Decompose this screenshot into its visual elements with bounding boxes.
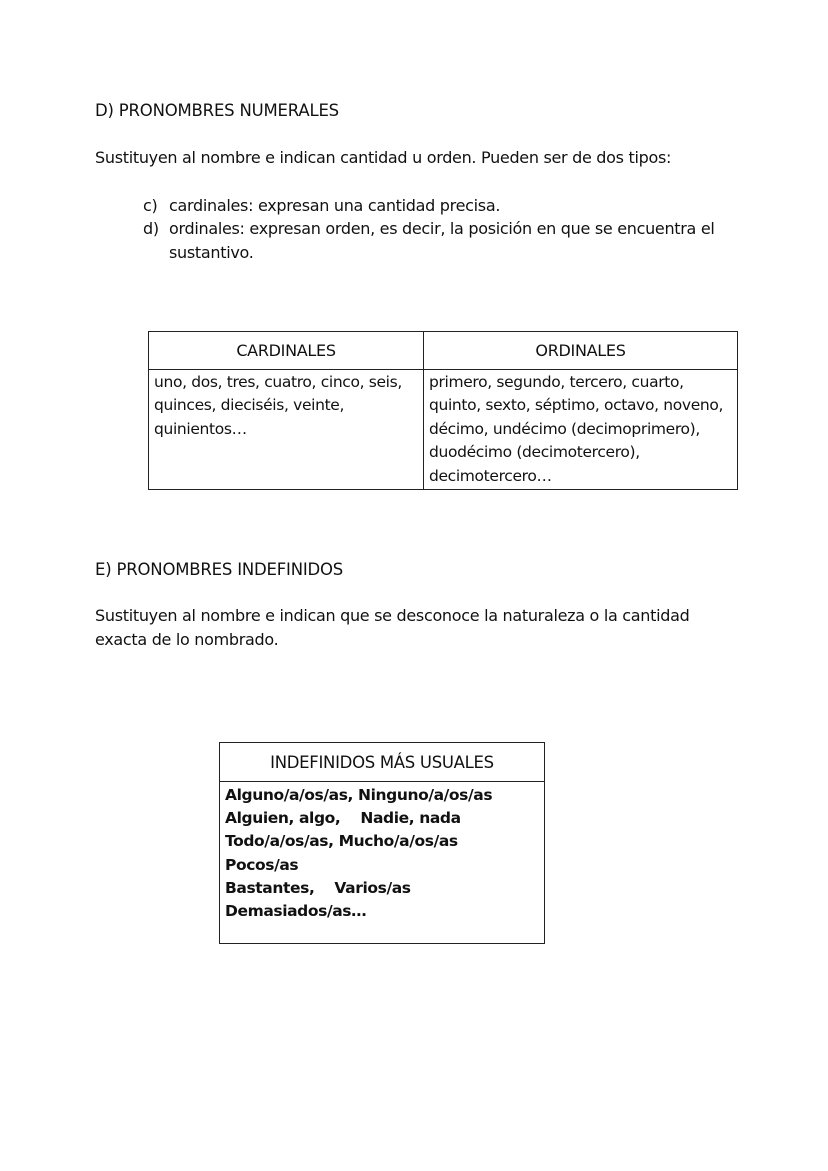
- section-e-heading: E) PRONOMBRES INDEFINIDOS: [95, 560, 344, 579]
- cell-line: Alguno/a/os/as, Ninguno/a/os/as: [225, 786, 493, 804]
- section-e-intro-line-2: exacta de lo nombrado.: [95, 630, 279, 649]
- cell-line: duodécimo (decimotercero),: [429, 443, 640, 462]
- cell-line: Todo/a/os/as, Mucho/a/os/as: [225, 832, 458, 851]
- indefinidos-table: [219, 742, 545, 944]
- indefinidos-cell: [220, 782, 545, 944]
- cell-line: Pocos/as: [225, 855, 299, 874]
- list-marker: d): [143, 219, 159, 238]
- table-row: [220, 782, 545, 944]
- table-header-row: [149, 332, 738, 370]
- list-item-ordinales: [143, 217, 715, 241]
- table-row: [149, 370, 738, 490]
- indefinidos-header: INDEFINIDOS MÁS USUALES: [220, 743, 545, 782]
- section-d-heading: D) PRONOMBRES NUMERALES: [95, 101, 339, 120]
- list-item-text: cardinales: expresan una cantidad precisa.: [169, 196, 501, 215]
- cell-line: uno, dos, tres, cuatro, cinco, seis,: [154, 373, 402, 391]
- list-marker: c): [143, 196, 158, 215]
- cardinales-cell: [149, 370, 424, 490]
- section-d-intro: Sustituyen al nombre e indican cantidad u orden. Pueden ser de dos tipos:: [95, 148, 672, 167]
- cell-line: Demasiados/as…: [225, 902, 367, 921]
- cardinales-header: CARDINALES: [149, 332, 424, 370]
- cell-line: quinientos…: [154, 419, 247, 438]
- list-item-cardinales: [143, 194, 500, 218]
- cell-line: décimo, undécimo (decimoprimero),: [429, 419, 700, 438]
- section-e-intro-line-1: Sustituyen al nombre e indican que se desconoce la naturaleza o la cantidad: [95, 606, 690, 625]
- cell-line: quinto, sexto, séptimo, octavo, noveno,: [429, 396, 724, 415]
- list-item-text: ordinales: expresan orden, es decir, la posición en que se encuentra el: [169, 219, 715, 238]
- cell-line: primero, segundo, tercero, cuarto,: [429, 373, 684, 391]
- ordinales-cell: [424, 370, 738, 490]
- cell-line: Bastantes, Varios/as: [225, 878, 411, 897]
- cell-line: quinces, dieciséis, veinte,: [154, 396, 345, 415]
- cell-line: decimotercero…: [429, 466, 552, 485]
- table-header-row: [220, 743, 545, 782]
- ordinales-header: ORDINALES: [424, 332, 738, 370]
- numerales-table: [148, 331, 738, 490]
- cell-line: Alguien, algo, Nadie, nada: [225, 809, 461, 828]
- list-item-ordinales-continuation: sustantivo.: [169, 243, 254, 262]
